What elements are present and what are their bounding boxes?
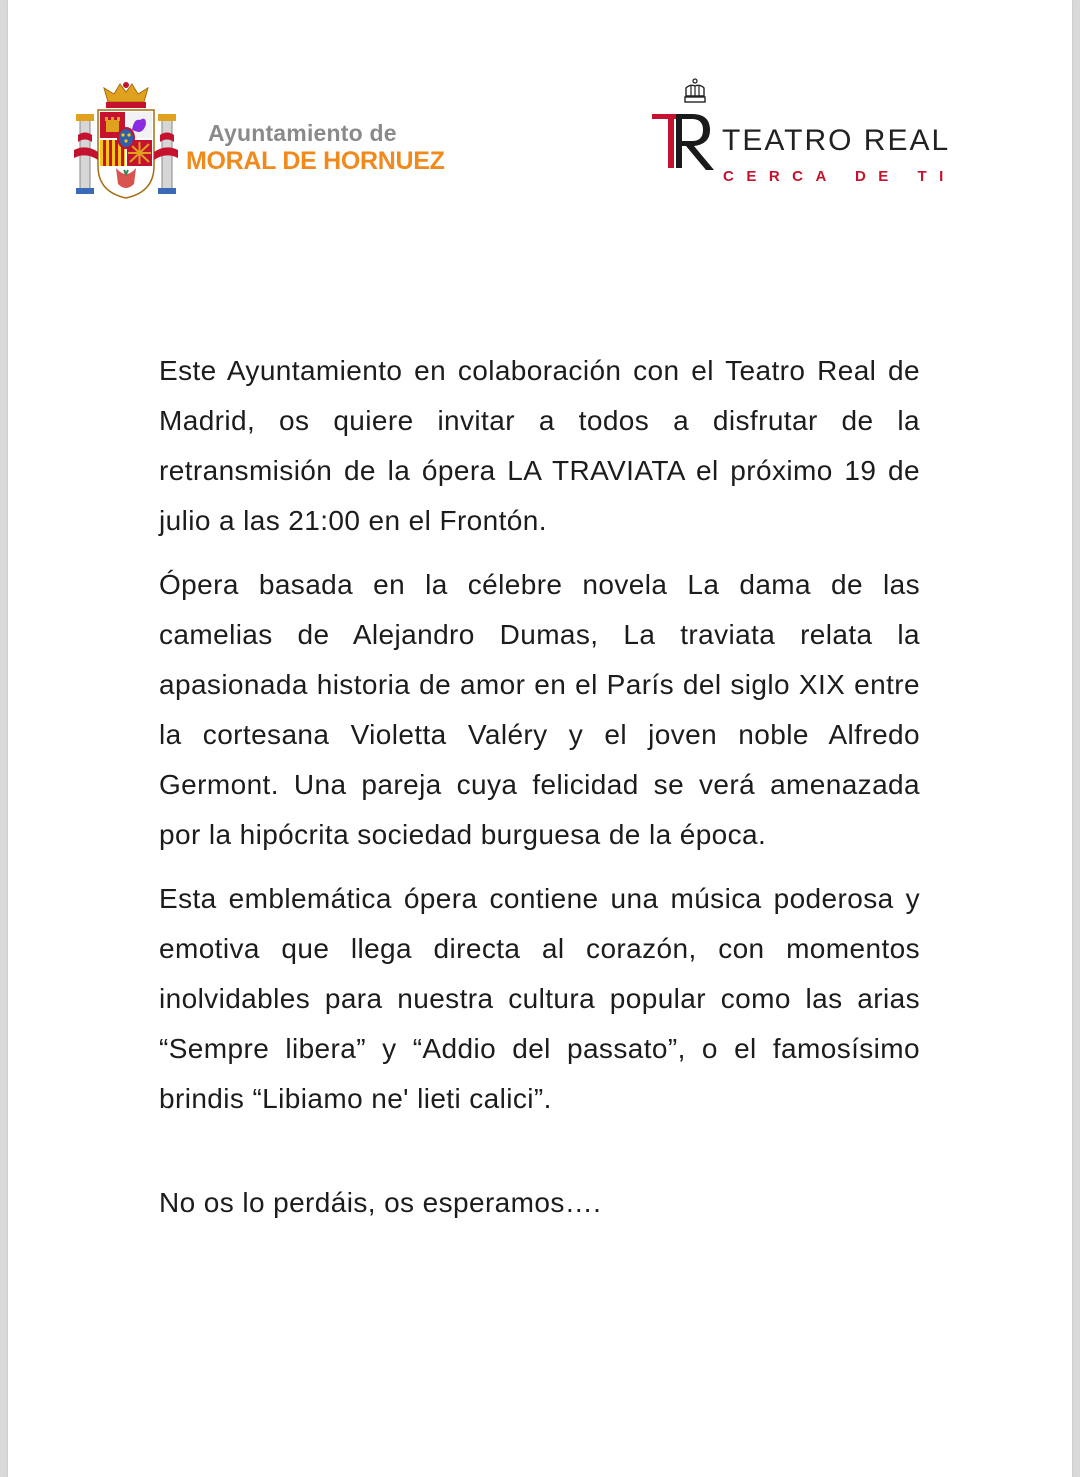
- teatro-real-logo: [648, 78, 956, 193]
- paragraph-invitation: Este Ayuntamiento en colaboración con el Teatro Real de Madrid, os quiere invitar a todos a disfrutar de la retransmisión de la ópera LA TRAVIATA el próximo 19 de julio a las 21:00 en el Frontón.: [159, 355, 920, 536]
- coat-of-arms-of-spain-icon: [74, 80, 178, 202]
- teatro-real-name: TEATRO REAL: [722, 124, 951, 157]
- municipality-name: MORAL DE HORNUEZ: [186, 147, 445, 175]
- teatro-real-tagline: CERCA DE TI: [723, 168, 956, 185]
- closing-line: No os lo perdáis, os esperamos….: [159, 1187, 602, 1218]
- ayuntamiento-logo: [74, 80, 454, 205]
- tr-monogram-icon: [650, 106, 718, 176]
- document-page: [8, 0, 1072, 1477]
- crown-icon: [683, 78, 707, 104]
- paragraph-synopsis: Ópera basada en la célebre novela La dama de las camelias de Alejandro Dumas, La traviata relata la apasionada historia de amor en el París del siglo XIX entre la cortesana Violetta Valéry y el joven noble Alfredo Germont. Una pareja cuya felicidad se verá amenazada por la hipócrita sociedad burguesa de la época.: [159, 569, 920, 850]
- paragraph-music: Esta emblemática ópera contiene una música poderosa y emotiva que llega directa al corazón, con momentos inolvidables para nuestra cultura popular como las arias “Sempre libera” y “Addio del passato”, o el famosísimo brindis “Libiamo ne' lieti calici”.: [159, 883, 920, 1114]
- ayuntamiento-title: Ayuntamiento de: [208, 120, 397, 146]
- invitation-text: [159, 346, 920, 1242]
